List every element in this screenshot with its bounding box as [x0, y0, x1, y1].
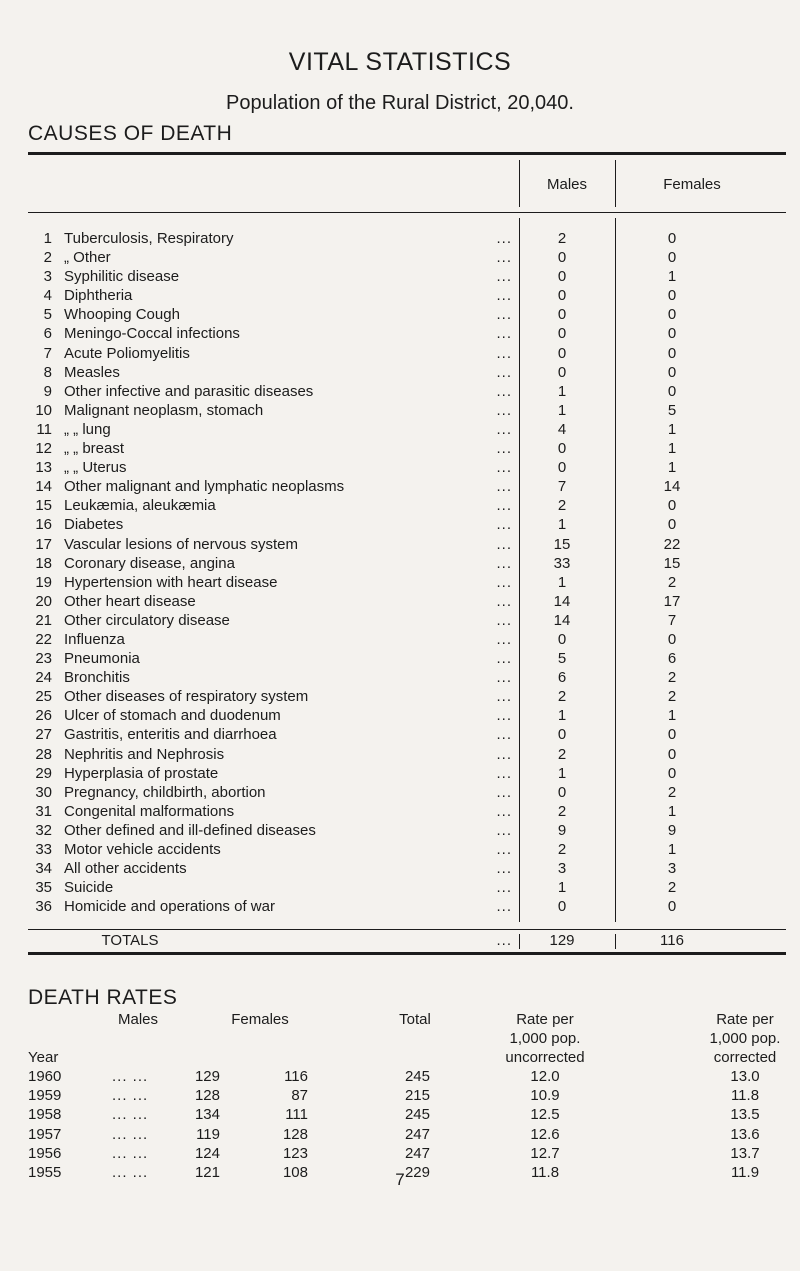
females-count: 2 [667, 879, 677, 897]
females-count: 0 [667, 497, 677, 515]
leader-dots: ... [496, 745, 512, 763]
males-count: 0 [557, 726, 567, 744]
leader-dots: ... [496, 688, 512, 706]
population-subtitle: Population of the Rural District, 20,040. [226, 92, 574, 114]
females-count: 14 [663, 478, 681, 496]
rate-corrected: 11.8 [730, 1087, 760, 1105]
table-row [0, 267, 800, 286]
cause-number: 31 [35, 802, 52, 820]
rate-corrected: 13.7 [730, 1144, 760, 1162]
cause-name: Gastritis, enteritis and diarrhoea [64, 726, 277, 744]
females-count: 1 [667, 707, 677, 725]
males-count: 3 [557, 860, 567, 878]
males-count: 0 [557, 898, 567, 916]
cause-number: 26 [35, 707, 52, 725]
rate-females: 108 [282, 1163, 308, 1181]
cause-number: 2 [43, 249, 52, 267]
cause-number: 15 [35, 497, 52, 515]
leader-dots: ... [496, 726, 512, 744]
rate-females: 116 [284, 1068, 308, 1085]
cause-name: Suicide [64, 879, 114, 897]
leader-dots: ... [496, 611, 512, 629]
males-count: 1 [557, 707, 567, 725]
females-count: 5 [667, 401, 677, 419]
rate-males: 128 [194, 1087, 220, 1105]
cause-number: 30 [35, 783, 52, 801]
cause-name: Homicide and operations of war [64, 898, 275, 916]
rate-corrected: 13.6 [730, 1125, 760, 1143]
leader-dots: ... [496, 669, 512, 687]
table-row [0, 630, 800, 649]
males-count: 2 [557, 688, 567, 706]
rates-col-corrected-line3: corrected [713, 1049, 777, 1066]
cause-name: Malignant neoplasm, stomach [64, 401, 264, 419]
males-count: 1 [557, 401, 567, 419]
leader-dots: ... [496, 592, 512, 610]
rate-males: 121 [194, 1163, 220, 1181]
leader-dots: ... [496, 401, 512, 419]
cause-name: Other heart disease [64, 592, 196, 610]
rates-col-corrected-line2: 1,000 pop. [709, 1030, 781, 1047]
females-count: 1 [667, 420, 677, 438]
table-row [0, 1105, 800, 1124]
table-row [0, 764, 800, 783]
rate-total: 245 [404, 1106, 430, 1124]
leader-dots: ... [496, 783, 512, 801]
cause-number: 35 [35, 879, 52, 897]
cause-name: Leukæmia, aleukæmia [64, 497, 216, 515]
leader-dots: ... [496, 306, 512, 324]
totals-label: TOTALS [101, 932, 159, 949]
rate-total: 229 [404, 1163, 430, 1181]
females-count: 0 [667, 325, 677, 343]
females-count: 1 [667, 440, 677, 458]
males-count: 2 [557, 745, 567, 763]
females-count: 1 [667, 841, 677, 858]
table-row [0, 687, 800, 706]
col-header-females: Females [663, 176, 721, 193]
males-count: 1 [557, 382, 567, 400]
table-row [0, 897, 800, 916]
table-row [0, 382, 800, 401]
column-divider-males-left-totals [519, 934, 520, 949]
table-top-rule [28, 152, 786, 155]
females-count: 6 [667, 650, 677, 668]
males-count: 15 [553, 535, 571, 553]
cause-name: Nephritis and Nephrosis [64, 745, 225, 763]
table-row [0, 802, 800, 821]
cause-name: Acute Poliomyelitis [64, 344, 190, 362]
females-count: 0 [667, 516, 677, 534]
cause-name: Motor vehicle accidents [64, 841, 221, 858]
rate-year: 1959 [28, 1087, 62, 1105]
rate-year: 1955 [28, 1163, 62, 1181]
leader-dots: ... [496, 363, 512, 381]
males-count: 0 [557, 630, 567, 648]
cause-number: 25 [35, 688, 52, 706]
cause-name: Whooping Cough [64, 306, 180, 324]
rate-females: 123 [282, 1144, 308, 1162]
females-count: 1 [667, 802, 677, 820]
table-row [0, 420, 800, 439]
table-row [0, 840, 800, 859]
cause-number: 18 [35, 554, 52, 572]
rates-col-total: Total [399, 1011, 431, 1028]
males-count: 0 [557, 268, 567, 286]
cause-name: Syphilitic disease [64, 268, 180, 286]
females-count: 0 [667, 764, 677, 782]
cause-number: 28 [35, 745, 52, 763]
leader-dots: ... [496, 707, 512, 725]
leader-dots: ... [496, 764, 512, 782]
cause-number: 4 [43, 287, 52, 305]
rates-col-females: Females [231, 1011, 289, 1028]
rate-uncorrected: 12.7 [530, 1144, 560, 1162]
rate-year: 1958 [28, 1106, 62, 1124]
leader-dots: ... [496, 478, 512, 496]
table-row [0, 573, 800, 592]
males-count: 2 [557, 841, 567, 858]
males-count: 0 [557, 344, 567, 362]
table-row [0, 554, 800, 573]
leader-dots: ... [496, 382, 512, 400]
rate-uncorrected: 12.0 [530, 1068, 560, 1085]
leader-dots: ... ... [112, 1125, 149, 1143]
females-count: 0 [667, 344, 677, 362]
males-count: 2 [557, 802, 567, 820]
rate-corrected: 13.5 [730, 1106, 760, 1124]
cause-number: 1 [43, 230, 52, 247]
cause-number: 5 [43, 306, 52, 324]
males-count: 0 [557, 363, 567, 381]
females-count: 2 [667, 669, 677, 687]
cause-number: 34 [35, 860, 52, 878]
cause-name: Other infective and parasitic diseases [64, 382, 314, 400]
leader-dots: ... [496, 554, 512, 572]
leader-dots: ... ... [112, 1068, 149, 1085]
leader-dots: ... [496, 821, 512, 839]
cause-number: 16 [35, 516, 52, 534]
table-row [0, 821, 800, 840]
leader-dots: ... ... [112, 1087, 149, 1105]
cause-name: Measles [64, 363, 120, 381]
cause-name: Vascular lesions of nervous system [64, 535, 298, 553]
leader-dots: ... ... [112, 1144, 149, 1162]
page-title: VITAL STATISTICS [288, 48, 512, 76]
leader-dots: ... [496, 249, 512, 267]
cause-number: 14 [35, 478, 52, 496]
leader-dots: ... [496, 440, 512, 458]
rates-col-uncorrected-line2: 1,000 pop. [509, 1030, 581, 1047]
table-row [0, 745, 800, 764]
table-row [0, 592, 800, 611]
table-row [0, 401, 800, 420]
table-row [0, 229, 800, 248]
leader-dots: ... [496, 230, 512, 247]
males-count: 1 [557, 764, 567, 782]
page-number: 7 [395, 1170, 405, 1189]
cause-number: 9 [43, 382, 52, 400]
males-count: 0 [557, 459, 567, 477]
males-count: 7 [557, 478, 567, 496]
table-row [0, 535, 800, 554]
rates-col-uncorrected-line3: uncorrected [505, 1049, 585, 1066]
causes-table-body [0, 229, 800, 916]
leader-dots: ... [496, 325, 512, 343]
males-count: 5 [557, 650, 567, 668]
table-row [0, 878, 800, 897]
males-count: 33 [553, 554, 571, 572]
column-divider-males-left [519, 160, 520, 207]
females-count: 0 [667, 363, 677, 381]
rate-total: 245 [404, 1068, 430, 1085]
cause-name: Other circulatory disease [64, 611, 230, 629]
col-header-males: Males [546, 176, 587, 193]
cause-number: 29 [35, 764, 52, 782]
rate-females: 111 [285, 1106, 308, 1124]
females-count: 0 [667, 287, 677, 305]
cause-name: Tuberculosis, Respiratory [64, 230, 234, 247]
table-row [0, 324, 800, 343]
females-count: 3 [667, 860, 677, 878]
leader-dots: ... [496, 497, 512, 515]
cause-number: 12 [35, 440, 52, 458]
females-count: 1 [667, 268, 677, 286]
cause-name: Hypertension with heart disease [64, 573, 278, 591]
females-count: 0 [667, 230, 677, 247]
cause-number: 10 [35, 401, 52, 419]
table-row [0, 783, 800, 802]
table-row [0, 477, 800, 496]
table-row [0, 1067, 800, 1086]
table-row [0, 305, 800, 324]
cause-number: 36 [35, 898, 52, 916]
rates-col-year: Year [28, 1049, 59, 1066]
rate-year: 1960 [28, 1068, 62, 1085]
males-count: 4 [557, 420, 567, 438]
leader-dots: ... ... [112, 1106, 149, 1124]
rate-year: 1957 [28, 1125, 62, 1143]
rate-males: 119 [196, 1125, 220, 1143]
table-row [0, 725, 800, 744]
leader-dots: ... [496, 573, 512, 591]
females-count: 0 [667, 382, 677, 400]
table-row [0, 1125, 800, 1144]
cause-name: Bronchitis [64, 669, 130, 687]
cause-name: Congenital malformations [64, 802, 235, 820]
males-count: 2 [557, 497, 567, 515]
rate-males: 124 [194, 1144, 220, 1162]
cause-number: 21 [35, 611, 52, 629]
totals-females: 116 [660, 932, 684, 949]
cause-name: „ „ breast [64, 440, 125, 458]
females-count: 22 [663, 535, 681, 553]
cause-number: 22 [35, 630, 52, 648]
females-count: 2 [667, 573, 677, 591]
males-count: 1 [557, 516, 567, 534]
rate-uncorrected: 11.8 [530, 1163, 560, 1181]
rate-males: 134 [194, 1106, 220, 1124]
cause-name: „ Other [64, 249, 111, 267]
cause-number: 24 [35, 669, 52, 687]
totals-rule [28, 929, 786, 930]
leader-dots: ... [496, 535, 512, 553]
cause-name: Coronary disease, angina [64, 554, 235, 572]
females-count: 0 [667, 898, 677, 916]
death-rates-table-body [0, 1067, 800, 1182]
females-count: 9 [667, 821, 677, 839]
leader-dots: ... [496, 268, 512, 286]
males-count: 0 [557, 440, 567, 458]
cause-number: 33 [35, 841, 52, 858]
females-count: 0 [667, 249, 677, 267]
cause-number: 3 [43, 268, 52, 286]
cause-name: Other malignant and lymphatic neoplasms [64, 478, 345, 496]
table-row [0, 363, 800, 382]
rate-total: 247 [404, 1144, 430, 1162]
table-row [0, 344, 800, 363]
females-count: 17 [663, 592, 681, 610]
rate-males: 129 [194, 1068, 220, 1085]
females-count: 0 [667, 745, 677, 763]
leader-dots: ... [496, 841, 512, 858]
cause-number: 11 [36, 420, 52, 438]
cause-number: 6 [43, 325, 52, 343]
males-count: 0 [557, 287, 567, 305]
males-count: 0 [557, 306, 567, 324]
table-row [0, 496, 800, 515]
leader-dots: ... [496, 650, 512, 668]
causes-heading: CAUSES OF DEATH [28, 122, 233, 145]
table-row [0, 458, 800, 477]
females-count: 2 [667, 783, 677, 801]
death-rates-heading: DEATH RATES [28, 986, 178, 1009]
cause-name: All other accidents [64, 860, 187, 878]
table-row [0, 668, 800, 687]
leader-dots: ... [496, 344, 512, 362]
table-row [0, 649, 800, 668]
cause-name: Diabetes [64, 516, 124, 534]
males-count: 9 [557, 821, 567, 839]
males-count: 0 [557, 783, 567, 801]
cause-number: 23 [35, 650, 52, 668]
rate-corrected: 11.9 [730, 1163, 760, 1181]
rate-females: 128 [282, 1125, 308, 1143]
leader-dots: ... [496, 459, 512, 477]
table-row [0, 1086, 800, 1105]
totals-leader-dots: ... [496, 932, 512, 949]
females-count: 0 [667, 306, 677, 324]
table-row [0, 439, 800, 458]
cause-number: 17 [35, 535, 52, 553]
cause-number: 19 [35, 573, 52, 591]
females-count: 7 [667, 611, 677, 629]
males-count: 2 [557, 230, 567, 247]
cause-name: Ulcer of stomach and duodenum [64, 707, 281, 725]
males-count: 1 [557, 573, 567, 591]
females-count: 1 [667, 459, 677, 477]
rate-uncorrected: 12.5 [530, 1106, 560, 1124]
cause-number: 32 [35, 821, 52, 839]
cause-number: 27 [35, 726, 52, 744]
males-count: 6 [557, 669, 567, 687]
table-row [0, 248, 800, 267]
rate-year: 1956 [28, 1144, 62, 1162]
females-count: 15 [663, 554, 681, 572]
rates-col-uncorrected-line1: Rate per [516, 1011, 574, 1028]
leader-dots: ... [496, 860, 512, 878]
table-row [0, 286, 800, 305]
leader-dots: ... [496, 879, 512, 897]
rate-corrected: 13.0 [730, 1068, 760, 1085]
cause-name: Pneumonia [64, 650, 140, 668]
rate-total: 247 [404, 1125, 430, 1143]
rates-col-corrected-line1: Rate per [716, 1011, 774, 1028]
cause-name: Hyperplasia of prostate [64, 764, 219, 782]
cause-name: Pregnancy, childbirth, abortion [64, 783, 266, 801]
cause-name: Meningo-Coccal infections [64, 325, 240, 343]
males-count: 14 [553, 592, 571, 610]
males-count: 0 [557, 249, 567, 267]
rate-uncorrected: 10.9 [530, 1087, 560, 1105]
males-count: 14 [553, 611, 571, 629]
table-row [0, 859, 800, 878]
females-count: 0 [667, 726, 677, 744]
table-row [0, 1144, 800, 1163]
females-count: 2 [667, 688, 677, 706]
table-row [0, 515, 800, 534]
females-count: 0 [667, 630, 677, 648]
males-count: 1 [557, 879, 567, 897]
cause-number: 20 [35, 592, 52, 610]
column-divider-females-left [615, 160, 616, 207]
cause-name: Other defined and ill-defined diseases [64, 821, 316, 839]
leader-dots: ... [496, 802, 512, 820]
leader-dots: ... [496, 287, 512, 305]
cause-name: Influenza [64, 630, 125, 648]
leader-dots: ... [496, 420, 512, 438]
cause-number: 13 [35, 459, 52, 477]
cause-number: 7 [43, 344, 52, 362]
table-row [0, 706, 800, 725]
cause-name: Diphtheria [64, 287, 133, 305]
totals-males: 129 [549, 932, 575, 949]
males-count: 0 [557, 325, 567, 343]
leader-dots: ... [496, 630, 512, 648]
table-bottom-rule [28, 952, 786, 955]
cause-name: „ „ lung [64, 420, 111, 438]
rates-col-males: Males [117, 1011, 158, 1028]
cause-name: Other diseases of respiratory system [64, 688, 309, 706]
rate-total: 215 [404, 1087, 430, 1105]
rate-uncorrected: 12.6 [530, 1125, 560, 1143]
table-row [0, 611, 800, 630]
header-rule [28, 212, 786, 213]
cause-name: „ „ Uterus [64, 459, 127, 477]
rate-females: 87 [291, 1087, 308, 1105]
cause-number: 8 [43, 363, 52, 381]
leader-dots: ... ... [112, 1163, 149, 1181]
column-divider-females-left-totals [615, 934, 616, 949]
leader-dots: ... [496, 898, 512, 916]
leader-dots: ... [496, 516, 512, 534]
